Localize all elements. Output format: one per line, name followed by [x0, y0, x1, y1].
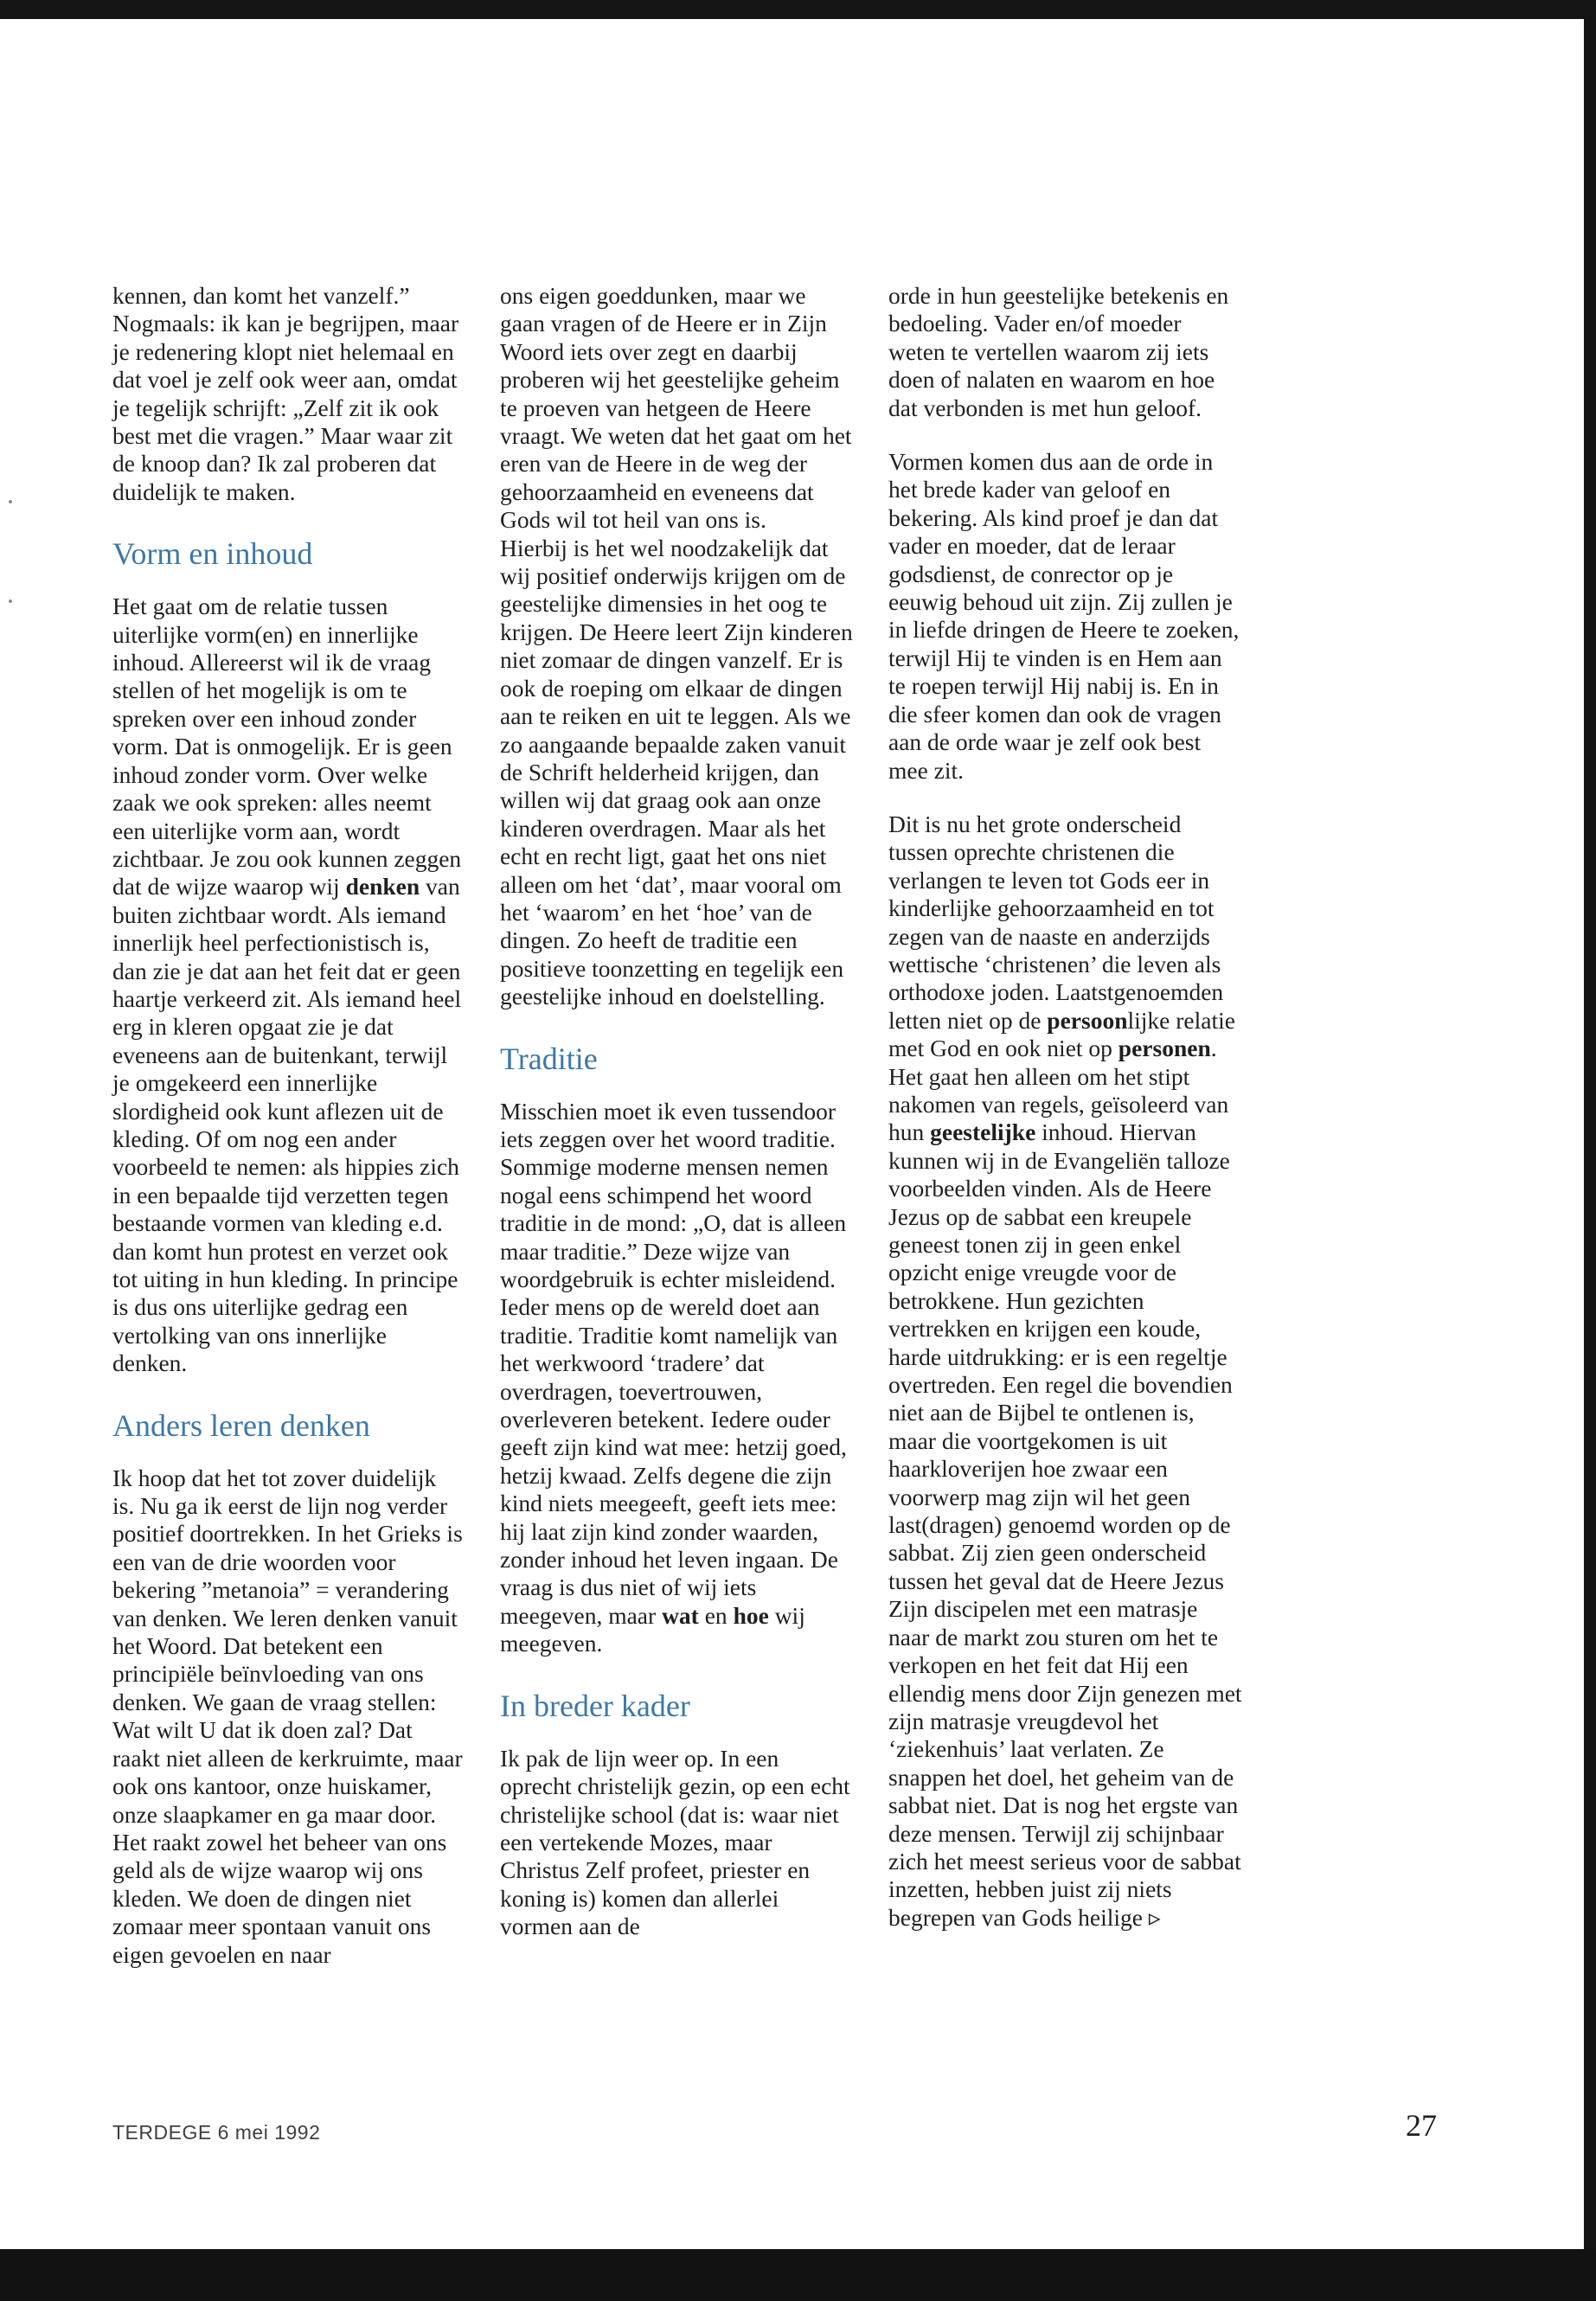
paragraph-text: . Het gaat hen alleen om het stipt nakomen van regels, geïsoleerd van hun [888, 1035, 1229, 1146]
paragraph-text: Het gaat om de relatie tussen uiterlijke vorm(en) en innerlijke inhoud. Allereerst wil ik de vraag stellen of het mogelijk is om te spreken over een inhoud zonder vorm. Dat is onmogelijk. Er is geen inhoud zonder vorm. Over welke zaak we ook spreken: alles neemt een uiterlijke vorm aan, wordt zichtbaar. Je zou ook kunnen zeggen dat de wijze waarop wij [112, 593, 462, 901]
paragraph [888, 811, 1243, 1932]
paragraph-text: Misschien moet ik even tussendoor iets zeggen over het woord traditie. Sommige moderne mensen nemen nogal eens schimpend het woord traditie in de mond: „O, dat is alleen maar traditie.” Deze wijze van woordgebruik is echter misleidend. Ieder mens op de wereld doet aan traditie. Traditie komt namelijk van het werkwoord ‘tradere’ dat overdragen, toevertrouwen, overleveren betekent. Iedere ouder geeft zijn kind wat mee: hetzij goed, hetzij kwaad. Zelfs degene die zijn kind niets meegeeft, geeft iets mee: hij laat zijn kind zonder waarden, zonder inhoud het leven ingaan. De vraag is dus niet of wij iets meegeven, maar [500, 1097, 847, 1629]
paragraph-text: en [698, 1601, 734, 1629]
article-column-2 [500, 282, 855, 1967]
emphasis-text: hoe [733, 1601, 769, 1629]
paragraph-text: Dit is nu het grote onderscheid tussen oprechte christenen die verlangen te leven tot Gods eer in kinderlijke gehoorzaamheid en tot zegen van de naaste en anderzijds wettische ‘christenen’ die leven als orthodoxe joden. Laatstgenoemden letten niet op de [888, 810, 1224, 1034]
emphasis-text: geestelijke [930, 1118, 1036, 1146]
scan-margin-dot [9, 500, 12, 503]
emphasis-text: personen [1118, 1035, 1211, 1062]
paragraph: Ik pak de lijn weer op. In een oprecht christelijk gezin, op een echt christelijke school (dat is: waar niet een vertekende Mozes, maar Christus Zelf profeet, priester en koning is) komen dan allerlei vormen aan de [500, 1744, 850, 1940]
emphasis-text: wat [662, 1601, 699, 1629]
emphasis-text: denken [345, 873, 420, 901]
section-heading-in-breder-kader: In breder kader [500, 1688, 690, 1723]
paragraph: Hierbij is het wel noodzakelijk dat wij positief onderwijs krijgen om de geestelijke dimensies in het oog te krijgen. De Heere leert Zijn kinderen niet zomaar de dingen vanzelf. Er is ook de roeping om elkaar de dingen aan te reiken en uit te leggen. Als we zo aangaande bepaalde zaken vanuit de Schrift helderheid krijgen, dan willen wij dat graag ook aan onze kinderen overdragen. Maar als het echt en recht ligt, gaat het ons niet alleen om het ‘dat’, maar vooral om het ‘waarom’ en het ‘hoe’ van de dingen. Zo heeft de traditie een positieve toonzetting en tegelijk een geestelijke inhoud en doelstelling. [500, 534, 853, 1010]
paragraph [112, 593, 463, 1377]
article-column-1 [112, 282, 463, 1995]
section-heading-anders-leren-denken: Anders leren denken [112, 1407, 370, 1443]
scan-margin-dot [9, 599, 12, 603]
paragraph: Vormen komen dus aan de orde in het brede kader van geloof en bekering. Als kind proef je dan dat vader en moeder, dat de leraar godsdienst, de conrector op je eeuwig behoud uit zijn. Zij zullen je in liefde dringen de Heere te zoeken, terwijl Hij te vinden is en Hem aan te roepen terwijl Hij nabij is. En in die sfeer komen dan ook de vragen aan de orde waar je zelf ook best mee zit. [888, 448, 1240, 784]
scan-border-bottom [0, 2249, 1596, 2301]
footer-magazine-date: TERDEGE 6 mei 1992 [112, 2121, 321, 2144]
paragraph-text: lijke relatie met God en ook niet op [888, 1006, 1235, 1062]
paragraph [500, 1098, 855, 1658]
paragraph: kennen, dan komt het vanzelf.” Nogmaals: ik kan je begrijpen, maar je redenering klopt niet helemaal en dat voel je zelf ook weer aan, omdat je tegelijk schrijft: „Zelf zit ik ook best met die vragen.” Maar waar zit de knoop dan? Ik zal proberen dat duidelijk te maken. [112, 282, 459, 505]
scan-border-top [0, 0, 1596, 19]
section-heading-vorm-en-inhoud: Vorm en inhoud [112, 536, 313, 572]
page-number: 27 [1406, 2108, 1437, 2143]
scan-border-right [1584, 0, 1596, 2301]
paragraph-text: van buiten zichtbaar wordt. Als iemand innerlijk heel perfectionistisch is, dan zie je dat aan het feit dat er geen haartje verkeerd zit. Als iemand heel erg in kleren opgaat zie je dat eveneens aan de buitenkant, terwijl je omgekeerd een innerlijke slordigheid ook kunt aflezen uit de kleding. Of om nog een ander voorbeeld te nemen: als hippies zich in een bepaalde tijd verzetten tegen bestaande vormen van kleding e.d. dan komt hun protest en verzet ook tot uiting in hun kleding. In principe is dus ons uiterlijke gedrag een vertolking van ons innerlijke denken. [112, 873, 462, 1377]
paragraph: ons eigen goeddunken, maar we gaan vragen of de Heere er in Zijn Woord iets over zegt en daarbij proberen wij het geestelijke geheim te proeven van hetgeen de Heere vraagt. We weten dat het gaat om het eren van de Heere in de weg der gehoorzaamheid en eveneens dat Gods wil tot heil van ons is. [500, 282, 852, 534]
section-heading-traditie: Traditie [500, 1041, 598, 1076]
paragraph: Ik hoop dat het tot zover duidelijk is. Nu ga ik eerst de lijn nog verder positief doortrekken. In het Grieks is een van de drie woorden voor bekering ”metanoia” = verandering van denken. We leren denken vanuit het Woord. Dat betekent een principiële beïnvloeding van ons denken. We gaan de vraag stellen: Wat wilt U dat ik doen zal? Dat raakt niet alleen de kerkruimte, maar ook ons kantoor, onze huiskamer, onze slaapkamer en ga maar door. Het raakt zowel het beheer van ons geld als de wijze waarop wij ons kleden. We doen de dingen niet zomaar meer spontaan vanuit ons eigen gevoelen en naar [112, 1464, 463, 1968]
continue-arrow-icon: ▹ [1148, 1903, 1161, 1931]
article-column-3 [888, 282, 1243, 1958]
emphasis-text: persoon [1047, 1006, 1128, 1034]
paragraph-text: wij meegeven. [500, 1601, 805, 1657]
paragraph: orde in hun geestelijke betekenis en bedoeling. Vader en/of moeder weten te vertellen waarom zij iets doen of nalaten en waarom en hoe dat verbonden is met hun geloof. [888, 282, 1229, 421]
paragraph-text: inhoud. Hiervan kunnen wij in de Evangeliën talloze voorbeelden vinden. Als de Heere Jezus op de sabbat een kreupele geneest tonen zij in geen enkel opzicht enige vreugde voor de betrokkene. Hun gezichten vertrekken en krijgen een koude, harde uitdrukking: er is een regeltje overtreden. Een regel die bovendien niet aan de Bijbel te ontlenen is, maar die voortgekomen is uit haarkloverijen hoe zwaar een voorwerp mag zijn wil het geen last(dragen) genoemd worden op de sabbat. Zij zien geen onderscheid tussen het geval dat de Heere Jezus Zijn discipelen met een matrasje naar de markt zou sturen om het te verkopen en het feit dat Hij een ellendig mens door Zijn genezen met zijn matrasje vreugdevol het ‘ziekenhuis’ laat verlaten. Ze snappen het doel, het geheim van de sabbat niet. Dat is nog het ergste van deze mensen. Terwijl zij schijnbaar zich het meest serieus voor de sabbat inzetten, hebben juist zij niets begrepen van Gods heilige [888, 1118, 1242, 1931]
